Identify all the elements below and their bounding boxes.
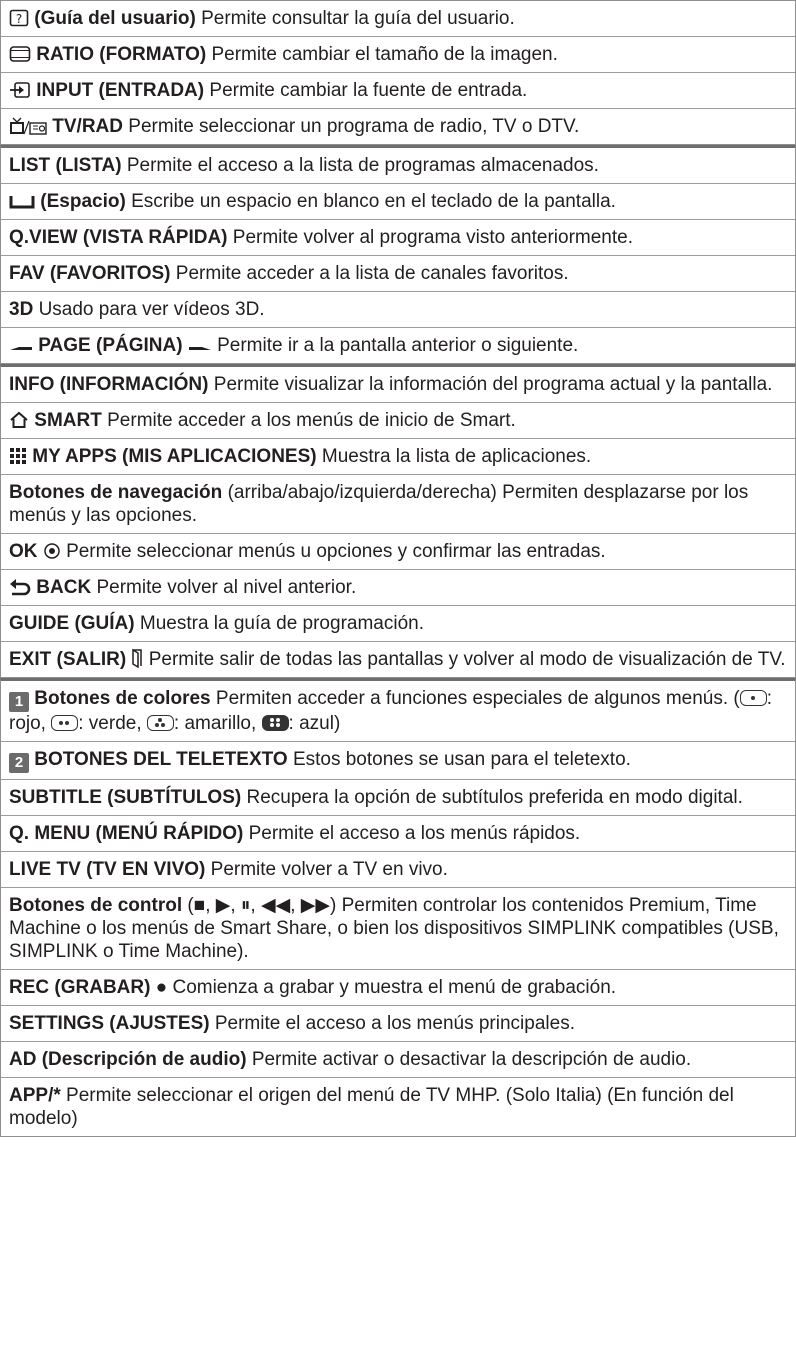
row-colors <box>1 681 795 741</box>
label: Q.VIEW (VISTA RÁPIDA) <box>9 227 228 248</box>
label: SMART <box>34 410 102 431</box>
row-my-apps <box>1 438 795 474</box>
svg-text:?: ? <box>15 12 23 26</box>
row-list <box>1 148 795 183</box>
description: Estos botones se usan para el teletexto. <box>292 749 631 770</box>
row-ad <box>1 1041 795 1077</box>
label: LIVE TV (TV EN VIVO) <box>9 859 206 880</box>
green-button-icon <box>51 715 78 731</box>
label: APP/* <box>9 1085 61 1106</box>
description: Permite acceder a los menús de inicio de Smart. <box>107 410 516 431</box>
row-3d <box>1 291 795 327</box>
row-tv-rad <box>1 108 795 144</box>
red-button-icon <box>740 690 767 706</box>
color-yellow-text: : amarillo, <box>173 713 262 734</box>
label: TV/RAD <box>52 116 124 137</box>
row-rec <box>1 969 795 1005</box>
label: 3D <box>9 299 34 320</box>
description: ● Comienza a grabar y muestra el menú de grabación. <box>155 977 617 998</box>
row-teletext <box>1 741 795 779</box>
label: Q. MENU (MENÚ RÁPIDO) <box>9 823 244 844</box>
yellow-button-icon <box>147 715 174 731</box>
home-icon <box>9 411 29 429</box>
description: Escribe un espacio en blanco en el teclado de la pantalla. <box>131 191 616 212</box>
label: EXIT (SALIR) <box>9 649 127 670</box>
description: Muestra la guía de programación. <box>139 613 424 634</box>
description: Permite volver a TV en vivo. <box>210 859 448 880</box>
row-exit <box>1 641 795 677</box>
row-ratio <box>1 36 795 72</box>
description: Permite cambiar la fuente de entrada. <box>209 80 528 101</box>
page-left-icon <box>9 340 33 354</box>
label: SUBTITLE (SUBTÍTULOS) <box>9 787 242 808</box>
label: FAV (FAVORITOS) <box>9 263 171 284</box>
row-back <box>1 569 795 605</box>
description: Permite volver al programa visto anteriormente. <box>232 227 633 248</box>
blue-button-icon <box>262 715 289 731</box>
section-list-buttons <box>0 145 796 364</box>
exit-door-icon <box>131 648 143 668</box>
section-input-buttons <box>0 0 796 145</box>
row-app <box>1 1077 795 1136</box>
description: Permiten acceder a funciones especiales de algunos menús. ( <box>215 688 740 709</box>
description: Permite volver al nivel anterior. <box>96 577 357 598</box>
label: REC (GRABAR) <box>9 977 151 998</box>
label: SETTINGS (AJUSTES) <box>9 1013 210 1034</box>
row-guide <box>1 605 795 641</box>
row-settings <box>1 1005 795 1041</box>
label: BOTONES DEL TELETEXTO <box>34 749 288 770</box>
description: Permite seleccionar menús u opciones y confirmar las entradas. <box>66 541 606 562</box>
label: INPUT (ENTRADA) <box>36 80 205 101</box>
row-space <box>1 183 795 219</box>
label: Botones de navegación <box>9 482 223 503</box>
back-arrow-icon <box>9 578 31 596</box>
label: LIST (LISTA) <box>9 155 122 176</box>
description: (■, ▶, ⏸, ◀◀, ▶▶) Permiten controlar los contenidos Premium, Time Machine o los menús de Smart Share, o bien los dispositivos SIMPLINK compatibles (USB, SIMPLINK o Time Machine). <box>9 895 779 962</box>
ok-circle-icon <box>43 542 61 560</box>
label: GUIDE (GUÍA) <box>9 613 135 634</box>
number-badge: 1 <box>9 692 29 712</box>
description: Permite acceder a la lista de canales favoritos. <box>175 263 569 284</box>
description: Permite seleccionar el origen del menú de TV MHP. (Solo Italia) (En función del modelo) <box>9 1085 734 1129</box>
grid-apps-icon <box>9 447 27 465</box>
label: RATIO (FORMATO) <box>36 44 207 65</box>
tv-radio-icon <box>9 117 47 135</box>
label: (Guía del usuario) <box>34 8 196 29</box>
row-livetv <box>1 851 795 887</box>
description: Recupera la opción de subtítulos preferida en modo digital. <box>246 787 743 808</box>
label: MY APPS (MIS APLICACIONES) <box>32 446 317 467</box>
row-smart <box>1 402 795 438</box>
description: Permite activar o desactivar la descripción de audio. <box>251 1049 692 1070</box>
ratio-rect-icon <box>9 45 31 63</box>
label: PAGE (PÁGINA) <box>38 335 183 356</box>
description: Permite cambiar el tamaño de la imagen. <box>211 44 558 65</box>
description: Permite ir a la pantalla anterior o siguiente. <box>217 335 579 356</box>
row-qmenu <box>1 815 795 851</box>
description: Permite salir de todas las pantallas y volver al modo de visualización de TV. <box>148 649 786 670</box>
space-bar-icon <box>9 192 35 210</box>
label: Botones de control <box>9 895 183 916</box>
description: Permite el acceso a los menús principales. <box>214 1013 575 1034</box>
row-info <box>1 367 795 402</box>
description: Permite seleccionar un programa de radio, TV o DTV. <box>128 116 580 137</box>
row-control <box>1 887 795 969</box>
row-page <box>1 327 795 363</box>
description: (arriba/abajo/izquierda/derecha) Permiten desplazarse por los menús y las opciones. <box>9 482 749 526</box>
section-navigation-buttons <box>0 364 796 678</box>
label: INFO (INFORMACIÓN) <box>9 374 209 395</box>
question-book-icon <box>9 9 29 27</box>
input-arrow-icon <box>9 81 31 99</box>
description: Permite visualizar la información del programa actual y la pantalla. <box>213 374 773 395</box>
description: Muestra la lista de aplicaciones. <box>321 446 592 467</box>
row-fav <box>1 255 795 291</box>
number-badge: 2 <box>9 753 29 773</box>
section-color-buttons <box>0 678 796 1137</box>
row-subtitle <box>1 779 795 815</box>
color-blue-text: : azul) <box>288 713 341 734</box>
color-red-text: : rojo, <box>9 688 773 734</box>
description: Permite el acceso a la lista de programas almacenados. <box>126 155 599 176</box>
row-navigation <box>1 474 795 533</box>
label: (Espacio) <box>40 191 126 212</box>
label: Botones de colores <box>34 688 211 709</box>
row-user-guide <box>1 1 795 36</box>
label: OK <box>9 541 38 562</box>
color-green-text: : verde, <box>78 713 147 734</box>
row-qview <box>1 219 795 255</box>
label: AD (Descripción de audio) <box>9 1049 247 1070</box>
row-input <box>1 72 795 108</box>
page-right-icon <box>188 340 212 354</box>
description: Permite consultar la guía del usuario. <box>201 8 515 29</box>
description: Usado para ver vídeos 3D. <box>38 299 265 320</box>
label: BACK <box>36 577 92 598</box>
row-ok <box>1 533 795 569</box>
description: Permite el acceso a los menús rápidos. <box>248 823 581 844</box>
